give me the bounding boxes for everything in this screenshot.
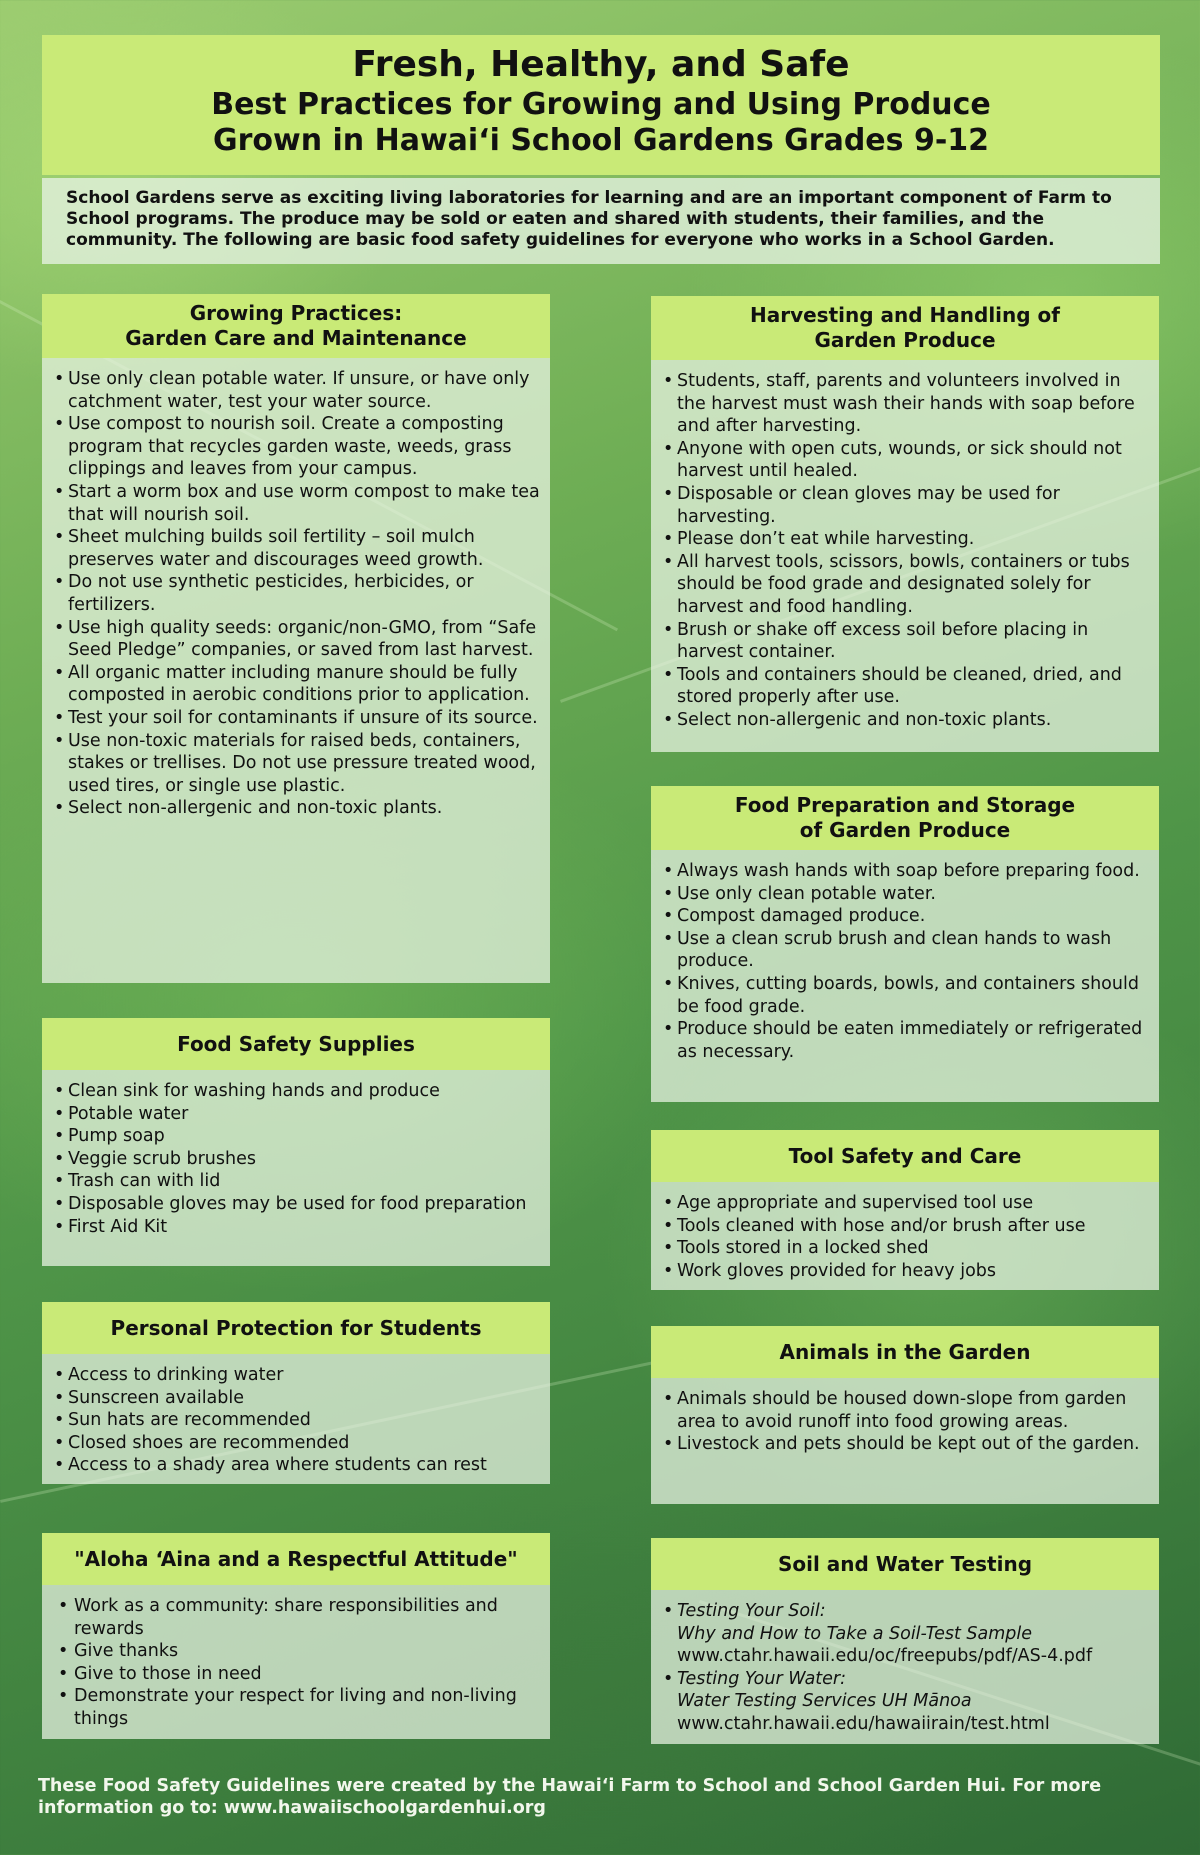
list-item: • Use non-toxic materials for raised beds, containers, stakes or trellises. Do not use pressure treated wood, used tires, or single use plastic. xyxy=(54,730,540,798)
list-item: • Pump soap xyxy=(54,1125,540,1148)
personal-protection-title: Personal Protection for Students xyxy=(42,1302,550,1354)
food-safety-supplies-title: Food Safety Supplies xyxy=(42,1018,550,1070)
list-item: • Anyone with open cuts, wounds, or sick should not harvest until healed. xyxy=(663,438,1149,483)
animals-list xyxy=(663,1388,1149,1456)
soil-water-testing-list xyxy=(663,1600,1149,1736)
intro-paragraph: School Gardens serve as exciting living laboratories for learning and are an important component of Farm to School programs. The produce may be sold or eaten and shared with students, their families, and the community. The following are basic food safety guidelines for everyone who works in a School Garden. xyxy=(42,178,1160,264)
footer-credit: These Food Safety Guidelines were created by the Hawai‘i Farm to School and School Garden Hui. For more information go to: www.hawaiischoolgardenhui.org xyxy=(38,1776,1102,1818)
water-testing-link[interactable]: www.ctahr.hawaii.edu/hawaiirain/test.html xyxy=(677,1713,1050,1734)
list-item: • Test your soil for contaminants if unsure of its source. xyxy=(54,707,540,730)
list-item: • Livestock and pets should be kept out of the garden. xyxy=(663,1433,1149,1456)
water-testing-label: • Testing Your Water: xyxy=(677,1668,847,1689)
list-item: • Use compost to nourish soil. Create a composting program that recycles garden waste, weeds, grass clippings and leaves from your campus. xyxy=(54,413,540,481)
aloha-aina-title: "Aloha ‘Aina and a Respectful Attitude" xyxy=(42,1533,550,1585)
list-item: • Use high quality seeds: organic/non-GMO, from “Safe Seed Pledge” companies, or saved from last harvest. xyxy=(54,617,540,662)
soil-testing-item xyxy=(663,1600,1149,1668)
growing-practices-list xyxy=(54,368,540,820)
water-testing-doc: Water Testing Services UH Mānoa xyxy=(677,1691,972,1712)
list-item: • Sheet mulching builds soil fertility – soil mulch preserves water and discourages weed growth. xyxy=(54,526,540,571)
soil-testing-link[interactable]: www.ctahr.hawaii.edu/oc/freepubs/pdf/AS-4.pdf xyxy=(677,1646,1093,1667)
food-safety-supplies-list xyxy=(54,1080,540,1238)
food-prep-title-line-1: Food Preparation and Storage xyxy=(734,793,1076,817)
food-preparation-title xyxy=(651,786,1159,850)
list-item: • Access to a shady area where students can rest xyxy=(54,1454,540,1477)
list-item: • Select non-allergenic and non-toxic plants. xyxy=(54,797,540,820)
list-item: • Knives, cutting boards, bowls, and containers should be food grade. xyxy=(663,973,1149,1018)
animals-body xyxy=(651,1378,1159,1504)
list-item: • Disposable or clean gloves may be used for harvesting. xyxy=(663,483,1149,528)
list-item: • Work as a community: share responsibilities and rewards xyxy=(54,1595,540,1640)
list-item: • All harvest tools, scissors, bowls, containers or tubs should be food grade and designated solely for harvest and food handling. xyxy=(663,551,1149,619)
harvesting-title xyxy=(651,296,1159,360)
soil-water-testing-body xyxy=(651,1590,1159,1744)
list-item: • Students, staff, parents and volunteers involved in the harvest must wash their hands with soap before and after harvesting. xyxy=(663,370,1149,438)
list-item: • Tools stored in a locked shed xyxy=(663,1237,1149,1260)
list-item: • Sunscreen available xyxy=(54,1387,540,1410)
list-item: • Sun hats are recommended xyxy=(54,1409,540,1432)
growing-practices-title xyxy=(42,294,550,358)
list-item: • Please don’t eat while harvesting. xyxy=(663,528,1149,551)
list-item: • Produce should be eaten immediately or refrigerated as necessary. xyxy=(663,1018,1149,1063)
list-item: • Access to drinking water xyxy=(54,1364,540,1387)
list-item: • Always wash hands with soap before preparing food. xyxy=(663,860,1149,883)
harvesting-panel xyxy=(651,296,1159,752)
harvesting-list xyxy=(663,370,1149,732)
food-preparation-list xyxy=(663,860,1149,1063)
list-item: • Disposable gloves may be used for food preparation xyxy=(54,1193,540,1216)
personal-protection-list xyxy=(54,1364,540,1477)
food-safety-supplies-body xyxy=(42,1070,550,1266)
aloha-aina-panel xyxy=(42,1533,550,1739)
aloha-aina-body xyxy=(42,1585,550,1739)
poster-header xyxy=(42,35,1160,175)
growing-title-line-1: Growing Practices: xyxy=(189,301,403,325)
food-prep-title-line-2: of Garden Produce xyxy=(799,818,1011,842)
list-item: • Select non-allergenic and non-toxic plants. xyxy=(663,709,1149,732)
poster-subtitle-line-1: Best Practices for Growing and Using Produce xyxy=(211,87,991,122)
list-item: • Use a clean scrub brush and clean hands to wash produce. xyxy=(663,928,1149,973)
list-item: • Use only clean potable water. If unsure, or have only catchment water, test your water source. xyxy=(54,368,540,413)
list-item: • Closed shoes are recommended xyxy=(54,1432,540,1455)
list-item: • Potable water xyxy=(54,1103,540,1126)
tool-safety-body xyxy=(651,1182,1159,1290)
list-item: • Age appropriate and supervised tool use xyxy=(663,1192,1149,1215)
list-item: • Animals should be housed down-slope from garden area to avoid runoff into food growing areas. xyxy=(663,1388,1149,1433)
soil-water-testing-panel xyxy=(651,1538,1159,1744)
water-testing-item xyxy=(663,1668,1149,1736)
list-item: • Do not use synthetic pesticides, herbicides, or fertilizers. xyxy=(54,571,540,616)
list-item: • Give thanks xyxy=(54,1640,540,1663)
food-preparation-panel xyxy=(651,786,1159,1102)
list-item: • Clean sink for washing hands and produce xyxy=(54,1080,540,1103)
animals-title: Animals in the Garden xyxy=(651,1326,1159,1378)
list-item: • Compost damaged produce. xyxy=(663,905,1149,928)
list-item: • Trash can with lid xyxy=(54,1170,540,1193)
tool-safety-panel xyxy=(651,1130,1159,1290)
growing-practices-body xyxy=(42,358,550,983)
list-item: • Give to those in need xyxy=(54,1663,540,1686)
soil-water-testing-title: Soil and Water Testing xyxy=(651,1538,1159,1590)
list-item: • Use only clean potable water. xyxy=(663,883,1149,906)
aloha-aina-list xyxy=(54,1595,540,1731)
personal-protection-body xyxy=(42,1354,550,1484)
list-item: • All organic matter including manure should be fully composted in aerobic conditions prior to application. xyxy=(54,662,540,707)
list-item: • Veggie scrub brushes xyxy=(54,1148,540,1171)
harvesting-title-line-1: Harvesting and Handling of xyxy=(749,303,1060,327)
harvesting-title-line-2: Garden Produce xyxy=(814,328,996,352)
tool-safety-list xyxy=(663,1192,1149,1282)
growing-practices-panel xyxy=(42,294,550,983)
list-item: • Demonstrate your respect for living and non-living things xyxy=(54,1685,540,1730)
personal-protection-panel xyxy=(42,1302,550,1484)
list-item: • Brush or shake off excess soil before placing in harvest container. xyxy=(663,619,1149,664)
tool-safety-title: Tool Safety and Care xyxy=(651,1130,1159,1182)
harvesting-body xyxy=(651,360,1159,752)
growing-title-line-2: Garden Care and Maintenance xyxy=(125,326,467,350)
food-safety-supplies-panel xyxy=(42,1018,550,1266)
list-item: • Work gloves provided for heavy jobs xyxy=(663,1260,1149,1283)
poster-subtitle-line-2: Grown in Hawai‘i School Gardens Grades 9-12 xyxy=(212,123,990,158)
soil-testing-label: • Testing Your Soil: xyxy=(677,1601,826,1621)
list-item: • Start a worm box and use worm compost to make tea that will nourish soil. xyxy=(54,481,540,526)
list-item: • Tools and containers should be cleaned, dried, and stored properly after use. xyxy=(663,664,1149,709)
list-item: • Tools cleaned with hose and/or brush after use xyxy=(663,1215,1149,1238)
food-preparation-body xyxy=(651,850,1159,1102)
poster-title: Fresh, Healthy, and Safe xyxy=(352,44,850,85)
animals-panel xyxy=(651,1326,1159,1504)
list-item: • First Aid Kit xyxy=(54,1216,540,1239)
soil-testing-doc: Why and How to Take a Soil-Test Sample xyxy=(677,1623,1033,1644)
